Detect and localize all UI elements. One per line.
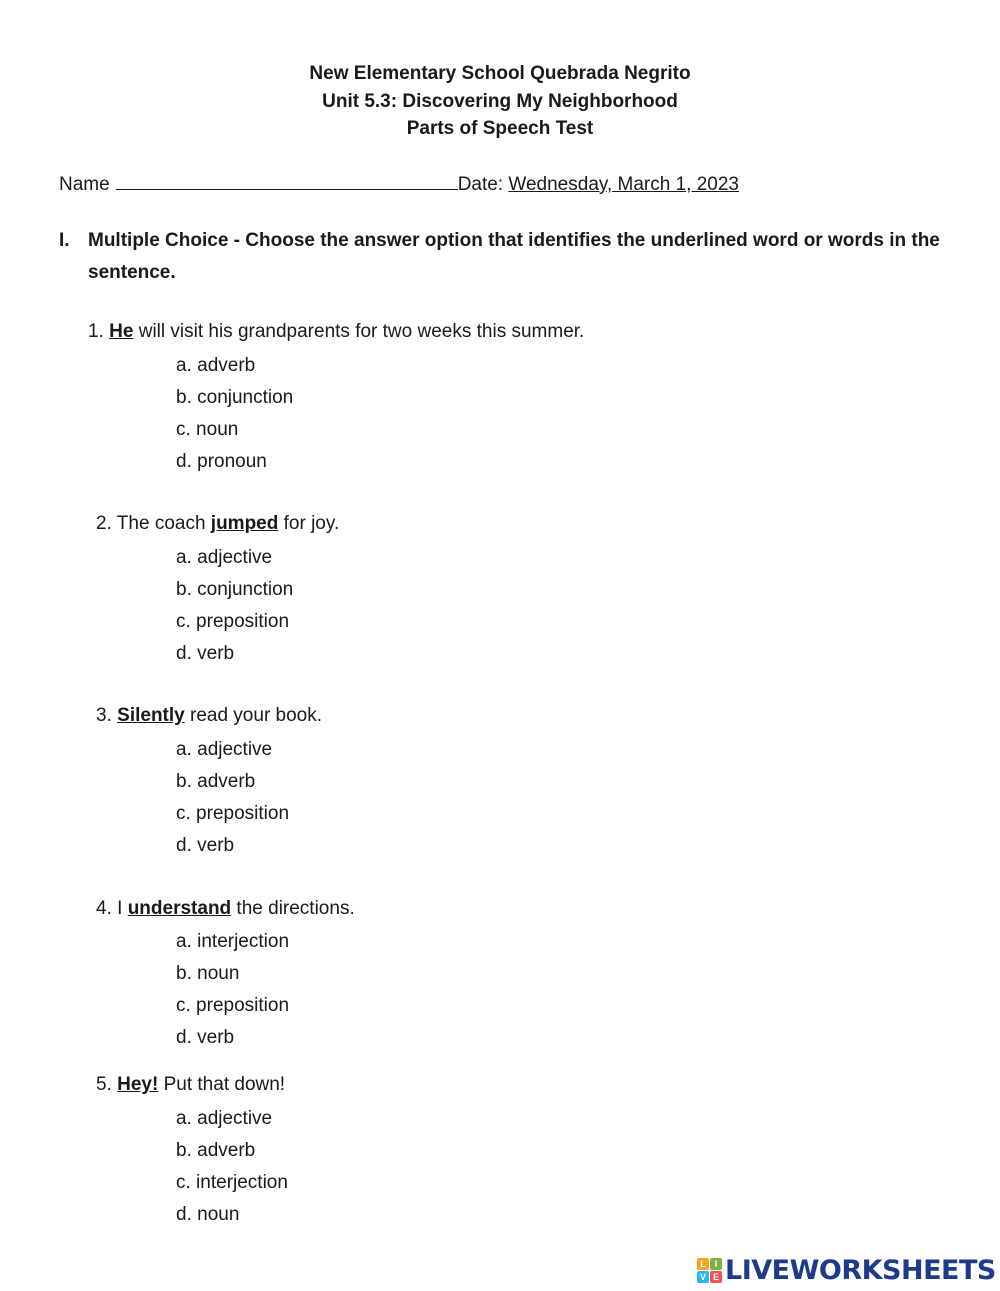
question-1 — [88, 321, 584, 343]
answer-option[interactable]: c. preposition — [176, 995, 290, 1017]
underlined-word: jumped — [210, 513, 279, 534]
answer-option[interactable]: a. interjection — [176, 931, 290, 952]
question-text-before: I — [117, 898, 128, 919]
name-blank-field[interactable] — [116, 171, 458, 190]
question-number: 3. — [96, 705, 112, 726]
question-text-after: for joy. — [278, 513, 340, 534]
answer-option[interactable]: c. preposition — [176, 803, 290, 825]
underlined-word: Silently — [117, 705, 185, 726]
name-date-line — [59, 171, 739, 196]
underlined-word: Hey! — [117, 1074, 159, 1095]
answer-option[interactable]: a. adjective — [176, 1108, 273, 1129]
question-number: 2. — [96, 513, 112, 534]
question-2 — [96, 513, 339, 535]
logo-tile: V — [697, 1271, 709, 1283]
question-number: 5. — [96, 1074, 112, 1095]
underlined-word: He — [109, 321, 134, 342]
question-text-after: Put that down! — [158, 1074, 286, 1095]
answer-option[interactable]: d. verb — [176, 835, 235, 857]
worksheet-header — [0, 60, 1000, 143]
logo-tile: E — [710, 1271, 722, 1283]
answer-option[interactable]: c. interjection — [176, 1172, 288, 1194]
question-4-options — [176, 926, 289, 1054]
section-instructions: Multiple Choice - Choose the answer option that identifies the underlined word or words in the sentence. — [88, 230, 940, 283]
underlined-word: understand — [127, 898, 232, 919]
question-text-after: read your book. — [184, 705, 323, 726]
answer-option[interactable]: a. adjective — [176, 739, 273, 760]
answer-option[interactable]: d. noun — [176, 1204, 240, 1226]
liveworksheets-logo[interactable] — [697, 1255, 996, 1285]
question-2-options — [176, 542, 293, 670]
answer-option[interactable]: b. conjunction — [176, 387, 294, 409]
question-3-options — [176, 734, 289, 862]
question-3 — [96, 705, 322, 727]
school-name: New Elementary School Quebrada Negrito — [309, 63, 691, 84]
question-number: 4. — [96, 898, 112, 919]
answer-option[interactable]: a. adverb — [176, 355, 256, 376]
question-5 — [96, 1074, 285, 1096]
date-label: Date: — [457, 174, 504, 195]
question-text-after: the directions. — [231, 898, 355, 919]
question-1-options — [176, 350, 293, 478]
answer-option[interactable]: d. verb — [176, 643, 235, 665]
answer-option[interactable]: a. adjective — [176, 547, 273, 568]
answer-option[interactable]: b. adverb — [176, 1140, 256, 1162]
answer-option[interactable]: c. noun — [176, 419, 239, 441]
date-value: Wednesday, March 1, 2023 — [508, 174, 739, 195]
logo-tile: I — [710, 1258, 722, 1270]
answer-option[interactable]: b. noun — [176, 963, 240, 985]
test-title: Parts of Speech Test — [406, 118, 594, 139]
question-number: 1. — [88, 321, 104, 342]
name-label: Name — [59, 174, 110, 195]
unit-title: Unit 5.3: Discovering My Neighborhood — [322, 90, 678, 112]
section-number: I. — [59, 230, 70, 251]
question-text-after: will visit his grandparents for two weeks this summer. — [133, 321, 585, 342]
question-5-options — [176, 1103, 288, 1231]
logo-wordmark: LIVEWORKSHEETS — [725, 1254, 996, 1286]
question-text-before: The coach — [116, 513, 211, 534]
answer-option[interactable]: b. conjunction — [176, 579, 294, 601]
answer-option[interactable]: d. pronoun — [176, 451, 267, 473]
answer-option[interactable]: b. adverb — [176, 771, 256, 793]
logo-tile: L — [697, 1258, 709, 1270]
logo-mark-icon — [697, 1258, 722, 1283]
answer-option[interactable]: d. verb — [176, 1027, 235, 1049]
question-4 — [96, 898, 355, 920]
answer-option[interactable]: c. preposition — [176, 611, 290, 633]
